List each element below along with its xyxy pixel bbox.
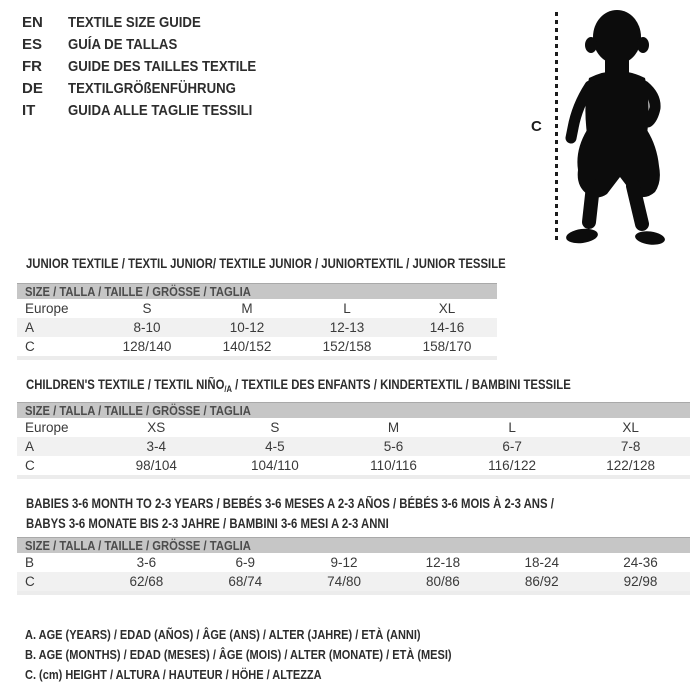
language-code: IT bbox=[22, 102, 36, 119]
age-cell: 5-6 bbox=[383, 439, 404, 454]
height-cell: 92/98 bbox=[623, 574, 658, 589]
height-cell: 74/80 bbox=[327, 574, 361, 589]
babies-size-table bbox=[17, 537, 690, 595]
height-cell: 98/104 bbox=[135, 458, 177, 473]
size-cell: XL bbox=[622, 420, 639, 435]
footnote-age-years: A. AGE (YEARS) / EDAD (AÑOS) / ÂGE (ANS) / ALTER (JAHRE) / ETÀ (ANNI) bbox=[25, 628, 421, 642]
age-cell: 8-10 bbox=[133, 320, 161, 335]
size-cell: M bbox=[387, 420, 400, 435]
age-cell: 12-18 bbox=[425, 555, 461, 570]
table-row-age bbox=[17, 437, 690, 456]
age-cell: 6-7 bbox=[502, 439, 522, 454]
size-cell: XL bbox=[438, 301, 456, 316]
babies-table-title: BABIES 3-6 MONTH TO 2-3 YEARS / BEBÉS 3-6 MESES A 2-3 AÑOS / BÉBÉS 3-6 MOIS À 2-3 ANS / BABYS 3-6 MONATE BIS 2-3 JAHRE / BAMBINI 3-6 MESI A 2-3 ANNI bbox=[26, 496, 554, 531]
row-label: A bbox=[25, 439, 35, 454]
row-label: C bbox=[25, 574, 35, 589]
height-measure-label: C bbox=[531, 118, 542, 135]
age-cell: 9-12 bbox=[330, 555, 358, 570]
language-row-en bbox=[22, 12, 282, 34]
language-list bbox=[22, 12, 282, 122]
height-cell: 116/122 bbox=[488, 458, 536, 473]
footnote-age-months: B. AGE (MONTHS) / EDAD (MESES) / ÂGE (MOIS) / ALTER (MONATE) / ETÀ (MESI) bbox=[25, 648, 452, 662]
row-label: Europe bbox=[25, 301, 69, 316]
height-cell: 128/140 bbox=[122, 339, 172, 354]
junior-table-title: JUNIOR TEXTILE / TEXTIL JUNIOR/ TEXTILE JUNIOR / JUNIORTEXTIL / JUNIOR TESSILE bbox=[26, 256, 506, 271]
language-label: TEXTILGRÖßENFÜHRUNG bbox=[68, 80, 236, 97]
size-cell: L bbox=[508, 420, 516, 435]
language-code: DE bbox=[22, 80, 43, 97]
size-header-row: SIZE / TALLA / TAILLE / GRÖSSE / TAGLIA bbox=[17, 537, 690, 553]
row-label: A bbox=[25, 320, 35, 335]
height-cell: 80/86 bbox=[426, 574, 460, 589]
size-cell: XS bbox=[147, 420, 166, 435]
table-bottom-strip bbox=[17, 475, 690, 479]
size-cell: L bbox=[343, 301, 351, 316]
height-cell: 68/74 bbox=[228, 574, 263, 589]
language-label: GUIDA ALLE TAGLIE TESSILI bbox=[68, 102, 253, 119]
table-row-age bbox=[17, 318, 497, 337]
height-cell: 62/68 bbox=[129, 574, 164, 589]
size-cell: M bbox=[241, 301, 253, 316]
table-bottom-strip bbox=[17, 591, 690, 595]
age-cell: 3-6 bbox=[136, 555, 157, 570]
row-label: Europe bbox=[25, 420, 69, 435]
junior-size-table bbox=[17, 283, 497, 360]
row-label: C bbox=[25, 339, 35, 354]
children-size-table bbox=[17, 402, 690, 479]
height-cell: 110/116 bbox=[370, 458, 417, 473]
age-cell: 12-13 bbox=[329, 320, 365, 335]
language-code: ES bbox=[22, 36, 43, 53]
table-row-europe bbox=[17, 299, 497, 318]
table-row-europe bbox=[17, 418, 690, 437]
size-header-row: SIZE / TALLA / TAILLE / GRÖSSE / TAGLIA bbox=[17, 402, 690, 418]
table-row-height bbox=[17, 456, 690, 475]
age-cell: 10-12 bbox=[229, 320, 265, 335]
age-cell: 18-24 bbox=[524, 555, 559, 570]
language-code: EN bbox=[22, 14, 43, 31]
table-row-height bbox=[17, 572, 690, 591]
language-label: GUÍA DE TALLAS bbox=[68, 36, 178, 53]
row-label: B bbox=[25, 555, 35, 570]
table-bottom-strip bbox=[17, 356, 497, 360]
language-row-es bbox=[22, 34, 282, 56]
age-cell: 4-5 bbox=[265, 439, 285, 454]
children-table-title: CHILDREN'S TEXTILE / TEXTIL $NIÑO_{/A}$ / TEXTILE DES ENFANTS / KINDERTEXTIL / BAMBINI TESSILE bbox=[26, 377, 571, 394]
size-header-row: SIZE / TALLA / TAILLE / GRÖSSE / TAGLIA bbox=[17, 283, 497, 299]
table-row-age-months bbox=[17, 553, 690, 572]
row-label: C bbox=[25, 458, 35, 473]
height-cell: 158/170 bbox=[422, 339, 472, 354]
toddler-silhouette-icon bbox=[563, 8, 665, 246]
age-cell: 3-4 bbox=[146, 439, 167, 454]
footnotes bbox=[25, 625, 510, 685]
language-row-fr bbox=[22, 56, 282, 78]
language-row-de bbox=[22, 78, 282, 100]
height-cell: 86/92 bbox=[524, 574, 559, 589]
language-label: GUIDE DES TAILLES TEXTILE bbox=[68, 58, 257, 75]
language-code: FR bbox=[22, 58, 42, 75]
height-dashed-line bbox=[555, 12, 558, 243]
age-cell: 6-9 bbox=[235, 555, 255, 570]
height-cell: 122/128 bbox=[606, 458, 656, 473]
age-cell: 24-36 bbox=[623, 555, 658, 570]
height-cell: 104/110 bbox=[250, 458, 299, 473]
table-row-height bbox=[17, 337, 497, 356]
footnote-height: C. (cm) HEIGHT / ALTURA / HAUTEUR / HÖHE / ALTEZZA bbox=[25, 668, 322, 682]
age-cell: 14-16 bbox=[429, 320, 465, 335]
language-label: TEXTILE SIZE GUIDE bbox=[68, 14, 201, 31]
language-row-it bbox=[22, 100, 282, 122]
age-cell: 7-8 bbox=[620, 439, 641, 454]
size-cell: S bbox=[270, 420, 280, 435]
height-cell: 152/158 bbox=[322, 339, 372, 354]
height-cell: 140/152 bbox=[222, 339, 272, 354]
size-cell: S bbox=[142, 301, 152, 316]
